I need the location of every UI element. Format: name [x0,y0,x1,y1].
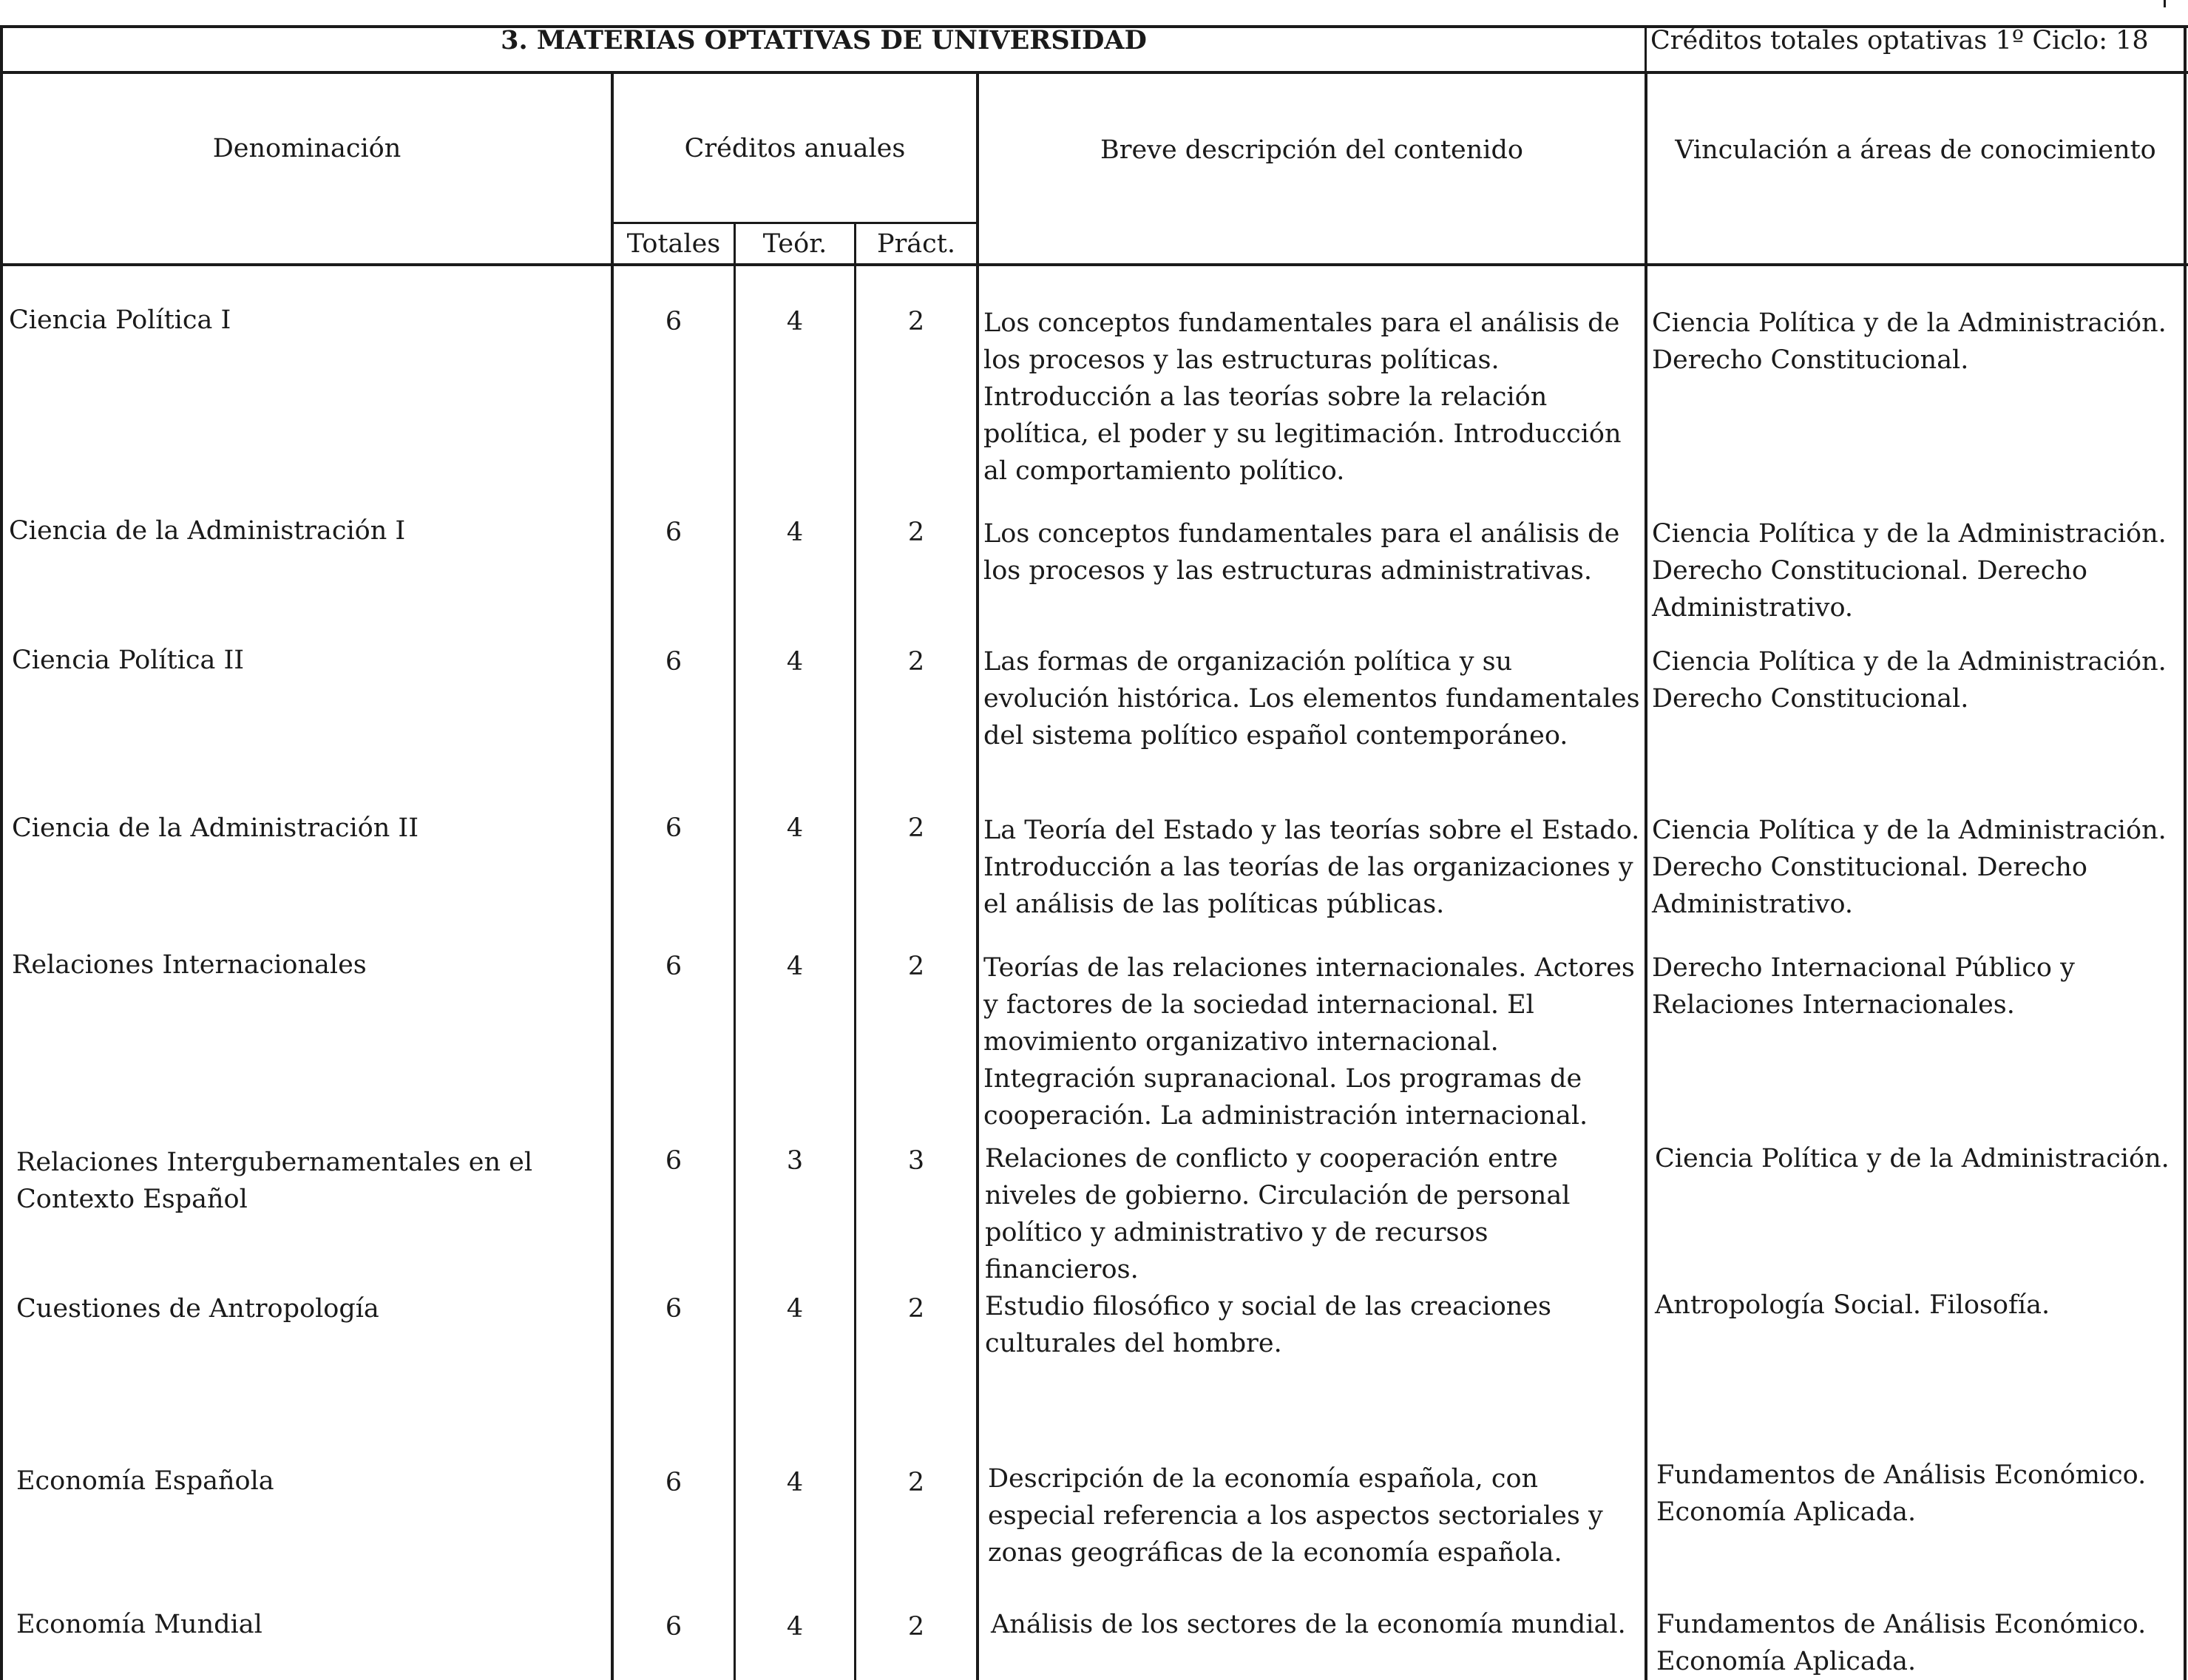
row-pract: 2 [907,952,925,981]
header-descripcion: Breve descripción del contenido [1100,135,1523,165]
row-teor: 4 [786,647,804,677]
row-totales: 6 [665,518,683,547]
row-pract: 2 [907,813,925,843]
row-totales: 6 [665,813,683,843]
row-description: La Teoría del Estado y las teorías sobre el Estado. Introducción a las teorías de las organizaciones y el análisis de las políticas públicas. [983,816,1640,919]
row-areas: Ciencia Política y de la Administración. Derecho Constitucional. Derecho Administrativo. [1652,816,2167,919]
row-totales: 6 [665,307,683,336]
row-description: Estudio filosófico y social de las creaciones culturales del hombre. [985,1292,1552,1358]
col-divider-desc [1645,71,1647,1680]
row-pract: 2 [907,647,925,677]
header-creditos-anuales: Créditos anuales [684,134,906,163]
row-teor: 4 [786,1612,804,1642]
header-bottom-border [0,263,2188,266]
row-name: Relaciones Internacionales [12,950,367,980]
header-denominacion: Denominación [212,134,402,163]
page-title: 3. MATERIAS OPTATIVAS DE UNIVERSIDAD [501,25,1147,55]
row-totales: 6 [665,1612,683,1642]
row-description: Los conceptos fundamentales para el análisis de los procesos y las estructuras administrativas. [983,519,1620,586]
row-pract: 2 [907,1612,925,1642]
row-name: Ciencia Política I [9,305,231,335]
row-areas: Derecho Internacional Público y Relaciones Internacionales. [1652,953,2075,1020]
row-teor: 4 [786,952,804,981]
row-areas: Antropología Social. Filosofía. [1655,1290,2050,1320]
row-name: Relaciones Intergubernamentales en el Contexto Español [16,1148,533,1214]
row-totales: 6 [665,1146,683,1176]
row-description: Los conceptos fundamentales para el análisis de los procesos y las estructuras políticas. Introducción a las teorías sobre la relación política, el poder y su legitimación. Introducción al comportamiento político. [983,308,1622,486]
row-teor: 4 [786,1294,804,1324]
row-name: Ciencia Política II [12,646,245,675]
row-totales: 6 [665,1468,683,1497]
row-areas: Fundamentos de Análisis Económico. Economía Aplicada. [1656,1610,2147,1676]
row-name: Cuestiones de Antropología [16,1294,379,1324]
row-areas: Fundamentos de Análisis Económico. Economía Aplicada. [1656,1460,2147,1527]
header-teor: Teór. [762,229,827,259]
row-teor: 4 [786,813,804,843]
row-teor: 3 [786,1146,804,1176]
header-totales: Totales [626,229,721,259]
credits-summary: Créditos totales optativas 1º Ciclo: 18 [1650,26,2149,55]
row-name: Ciencia de la Administración I [9,516,406,546]
row-pract: 2 [907,518,925,547]
title-bottom-border [0,71,2188,74]
header-pract: Práct. [877,229,955,259]
subheader-top-border [611,222,978,224]
row-name: Economía Mundial [16,1610,263,1639]
row-teor: 4 [786,307,804,336]
row-description: Relaciones de conflicto y cooperación entre niveles de gobierno. Circulación de personal político y administrativo y de recursos financieros. [985,1144,1571,1284]
row-name: Ciencia de la Administración II [12,813,419,843]
row-areas: Ciencia Política y de la Administración. Derecho Constitucional. [1652,308,2167,375]
row-description: Teorías de las relaciones internacionales. Actores y factores de la sociedad internacional. El movimiento organizativo internacional. Integración supranacional. Los programas de cooperación. La administración internacional. [983,953,1635,1131]
title-divider [1645,25,1647,74]
header-vinculacion: Vinculación a áreas de conocimiento [1675,135,2156,165]
row-description: Las formas de organización política y su evolución histórica. Los elementos fundamentales del sistema político español contemporáneo. [983,647,1640,751]
row-name: Economía Española [16,1466,274,1496]
row-teor: 4 [786,518,804,547]
row-totales: 6 [665,1294,683,1324]
row-areas: Ciencia Política y de la Administración. [1655,1144,2170,1173]
row-totales: 6 [665,952,683,981]
corner-mark [2164,0,2166,7]
row-description: Descripción de la economía española, con especial referencia a los aspectos sectoriales y zonas geográficas de la economía española. [988,1464,1603,1568]
row-pract: 2 [907,1294,925,1324]
row-description: Análisis de los sectores de la economía mundial. [991,1610,1626,1639]
row-totales: 6 [665,647,683,677]
row-teor: 4 [786,1468,804,1497]
row-areas: Ciencia Política y de la Administración. Derecho Constitucional. Derecho Administrativo. [1652,519,2167,623]
left-border [0,25,3,1680]
right-border [2184,25,2187,1680]
row-pract: 2 [907,1468,925,1497]
col-divider-credits [976,71,979,1680]
row-pract: 3 [907,1146,925,1176]
row-pract: 2 [907,307,925,336]
row-areas: Ciencia Política y de la Administración. Derecho Constitucional. [1652,647,2167,714]
